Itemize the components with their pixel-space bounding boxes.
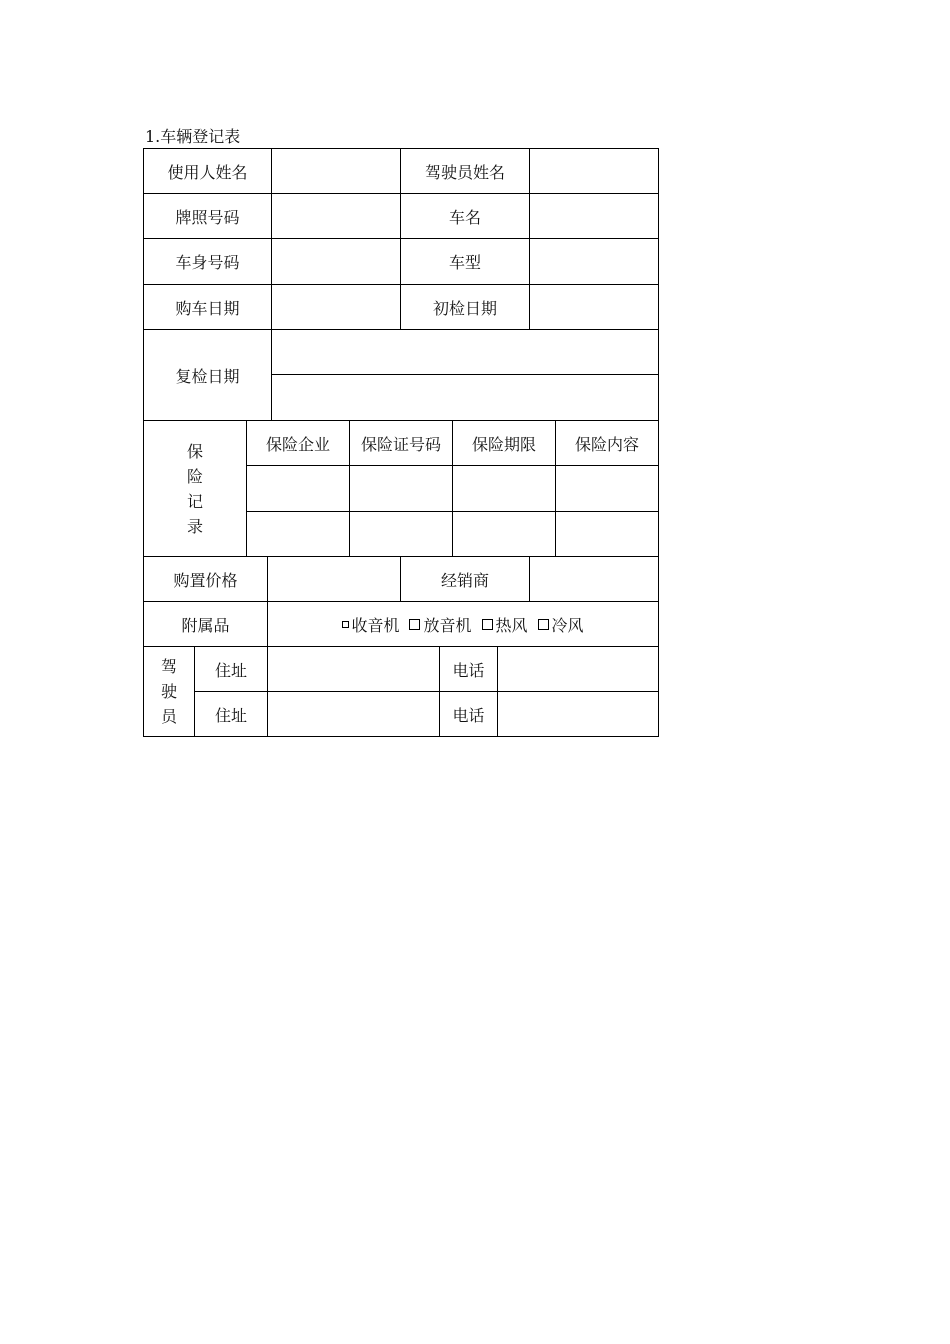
plate-label: 牌照号码 <box>143 193 272 239</box>
insurance-number-field-2[interactable] <box>349 511 453 557</box>
accessory-label: 热风 <box>495 615 528 635</box>
accessory-label: 冷风 <box>551 615 584 635</box>
first-check-label: 初检日期 <box>400 284 530 330</box>
insurance-content-header: 保险内容 <box>555 420 659 466</box>
user-name-label: 使用人姓名 <box>143 148 272 194</box>
price-field[interactable] <box>267 556 401 602</box>
body-no-label: 车身号码 <box>143 238 272 285</box>
accessory-label: 放音机 <box>423 615 472 635</box>
phone-label-2: 电话 <box>439 691 498 737</box>
insurance-period-field-1[interactable] <box>452 465 556 512</box>
insurance-number-header: 保险证号码 <box>349 420 453 466</box>
recheck-field-1[interactable] <box>271 329 659 375</box>
checkbox-icon[interactable] <box>482 619 493 630</box>
checkbox-icon[interactable] <box>409 619 420 630</box>
accessory-heater-option[interactable] <box>482 613 528 636</box>
insurance-record-label <box>143 420 247 557</box>
insurance-company-header: 保险企业 <box>246 420 350 466</box>
insurance-period-field-2[interactable] <box>452 511 556 557</box>
driver-char: 员 <box>160 707 177 726</box>
insurance-company-field-2[interactable] <box>246 511 350 557</box>
accessories-label: 附属品 <box>143 601 268 647</box>
insurance-content-field-2[interactable] <box>555 511 659 557</box>
insurance-company-field-1[interactable] <box>246 465 350 512</box>
address-label-1: 住址 <box>194 646 268 692</box>
car-name-label: 车名 <box>400 193 530 239</box>
dealer-field[interactable] <box>529 556 659 602</box>
driver-char: 驾 <box>160 657 177 676</box>
phone-field-2[interactable] <box>497 691 659 737</box>
address-label-2: 住址 <box>194 691 268 737</box>
address-field-2[interactable] <box>267 691 440 737</box>
insurance-record-char: 保 <box>186 441 203 461</box>
purchase-date-label: 购车日期 <box>143 284 272 330</box>
driver-name-label: 驾驶员姓名 <box>400 148 530 194</box>
body-no-field[interactable] <box>271 238 401 285</box>
checkbox-icon[interactable] <box>342 621 349 628</box>
car-name-field[interactable] <box>529 193 659 239</box>
dealer-label: 经销商 <box>400 556 530 602</box>
price-label: 购置价格 <box>143 556 268 602</box>
phone-label-1: 电话 <box>439 646 498 692</box>
accessory-label: 收音机 <box>351 615 400 635</box>
vehicle-registration-form <box>144 149 659 738</box>
accessory-radio-option[interactable] <box>342 613 399 636</box>
user-name-field[interactable] <box>271 148 401 194</box>
accessory-player-option[interactable] <box>409 613 471 636</box>
checkbox-icon[interactable] <box>538 619 549 630</box>
address-field-1[interactable] <box>267 646 440 692</box>
plate-field[interactable] <box>271 193 401 239</box>
recheck-field-2[interactable] <box>271 374 659 421</box>
car-model-field[interactable] <box>529 238 659 285</box>
insurance-period-header: 保险期限 <box>452 420 556 466</box>
insurance-record-char: 录 <box>186 516 203 536</box>
first-check-field[interactable] <box>529 284 659 330</box>
insurance-content-field-1[interactable] <box>555 465 659 512</box>
insurance-record-char: 险 <box>186 466 203 486</box>
driver-section-label <box>143 646 195 737</box>
purchase-date-field[interactable] <box>271 284 401 330</box>
form-title: 1.车辆登记表 <box>145 127 241 146</box>
driver-name-field[interactable] <box>529 148 659 194</box>
recheck-label: 复检日期 <box>143 329 272 421</box>
accessory-ac-option[interactable] <box>538 613 584 636</box>
driver-char: 驶 <box>160 682 177 701</box>
accessories-options <box>267 601 659 647</box>
phone-field-1[interactable] <box>497 646 659 692</box>
car-model-label: 车型 <box>400 238 530 285</box>
insurance-number-field-1[interactable] <box>349 465 453 512</box>
insurance-record-char: 记 <box>186 491 203 511</box>
